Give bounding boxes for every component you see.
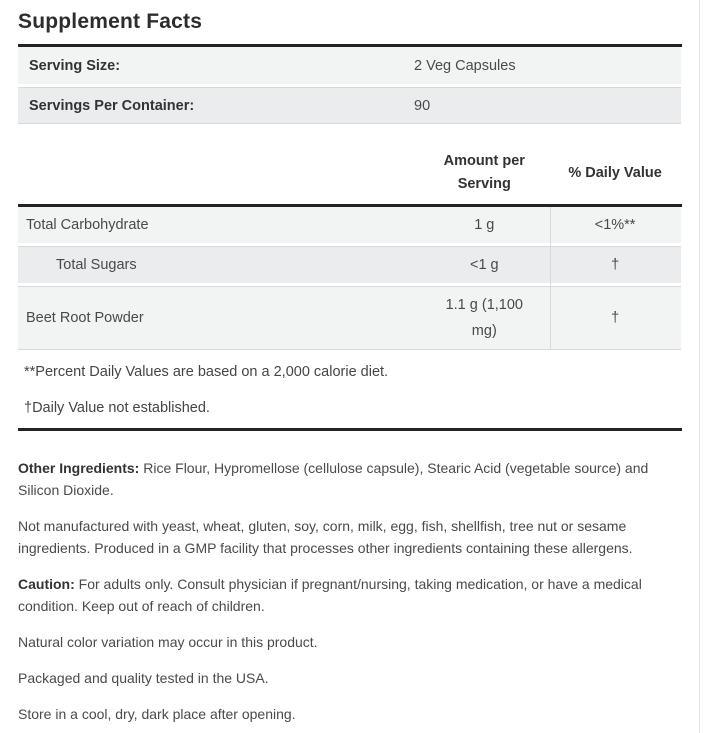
packaged-note: Packaged and quality tested in the USA. — [18, 670, 269, 686]
storage-note: Store in a cool, dry, dark place after opening. — [18, 706, 296, 722]
serving-info — [18, 47, 681, 124]
other-ingredients-paragraph: Other Ingredients: Rice Flour, Hypromellose (cellulose capsule), Stearic Acid (vegetable source) and Silicon Dioxide. — [18, 460, 649, 498]
nutrient-daily-value: † — [611, 257, 620, 273]
servings-per-container-label: Servings Per Container: — [29, 97, 195, 114]
daily-value-header: % Daily Value — [568, 164, 662, 181]
table-row — [18, 207, 681, 243]
servings-per-container-row — [18, 87, 681, 123]
column-divider — [550, 207, 551, 349]
nutrient-name: Total Carbohydrate — [26, 217, 149, 233]
footnote-dagger: †Daily Value not established. — [24, 400, 210, 416]
allergen-paragraph: Not manufactured with yeast, wheat, gluten, soy, corn, milk, egg, fish, shellfish, tree nut or sesame ingredients. Produced in a GMP facility that processes other ingredients containing these allergens. — [18, 518, 633, 556]
nutrition-table-body — [18, 207, 681, 350]
nutrient-amount: 1.1 g (1,100 mg) — [445, 297, 523, 339]
serving-size-row — [18, 47, 681, 84]
footnote-daily-values: **Percent Daily Values are based on a 2,000 calorie diet. — [24, 364, 389, 380]
servings-per-container-value: 90 — [414, 97, 431, 114]
nutrient-daily-value: † — [611, 310, 620, 326]
other-ingredients-label: Other Ingredients: — [18, 460, 140, 476]
serving-size-value: 2 Veg Capsules — [414, 57, 516, 74]
table-row — [18, 286, 681, 349]
nutrition-table-header — [18, 150, 681, 196]
color-variation-note: Natural color variation may occur in this product. — [18, 634, 318, 650]
nutrient-name: Beet Root Powder — [26, 310, 144, 326]
nutrient-amount: 1 g — [474, 217, 495, 233]
divider-bar-bottom — [18, 428, 682, 431]
nutrient-amount: <1 g — [470, 257, 499, 273]
caution-paragraph: Caution: For adults only. Consult physician if pregnant/nursing, taking medication, or have a medical condition. Keep out of reach of children. — [18, 576, 642, 614]
footnotes — [18, 362, 681, 418]
nutrient-column-spacer — [18, 150, 419, 196]
serving-size-label: Serving Size: — [29, 57, 121, 74]
nutrient-daily-value: <1%** — [594, 217, 636, 233]
info-paragraphs — [18, 457, 682, 725]
nutrient-name: Total Sugars — [56, 257, 137, 273]
caution-label: Caution: — [18, 576, 75, 592]
amount-per-serving-header: Amount per Serving — [443, 153, 525, 192]
page-title: Supplement Facts — [18, 10, 203, 33]
table-row — [18, 246, 681, 283]
